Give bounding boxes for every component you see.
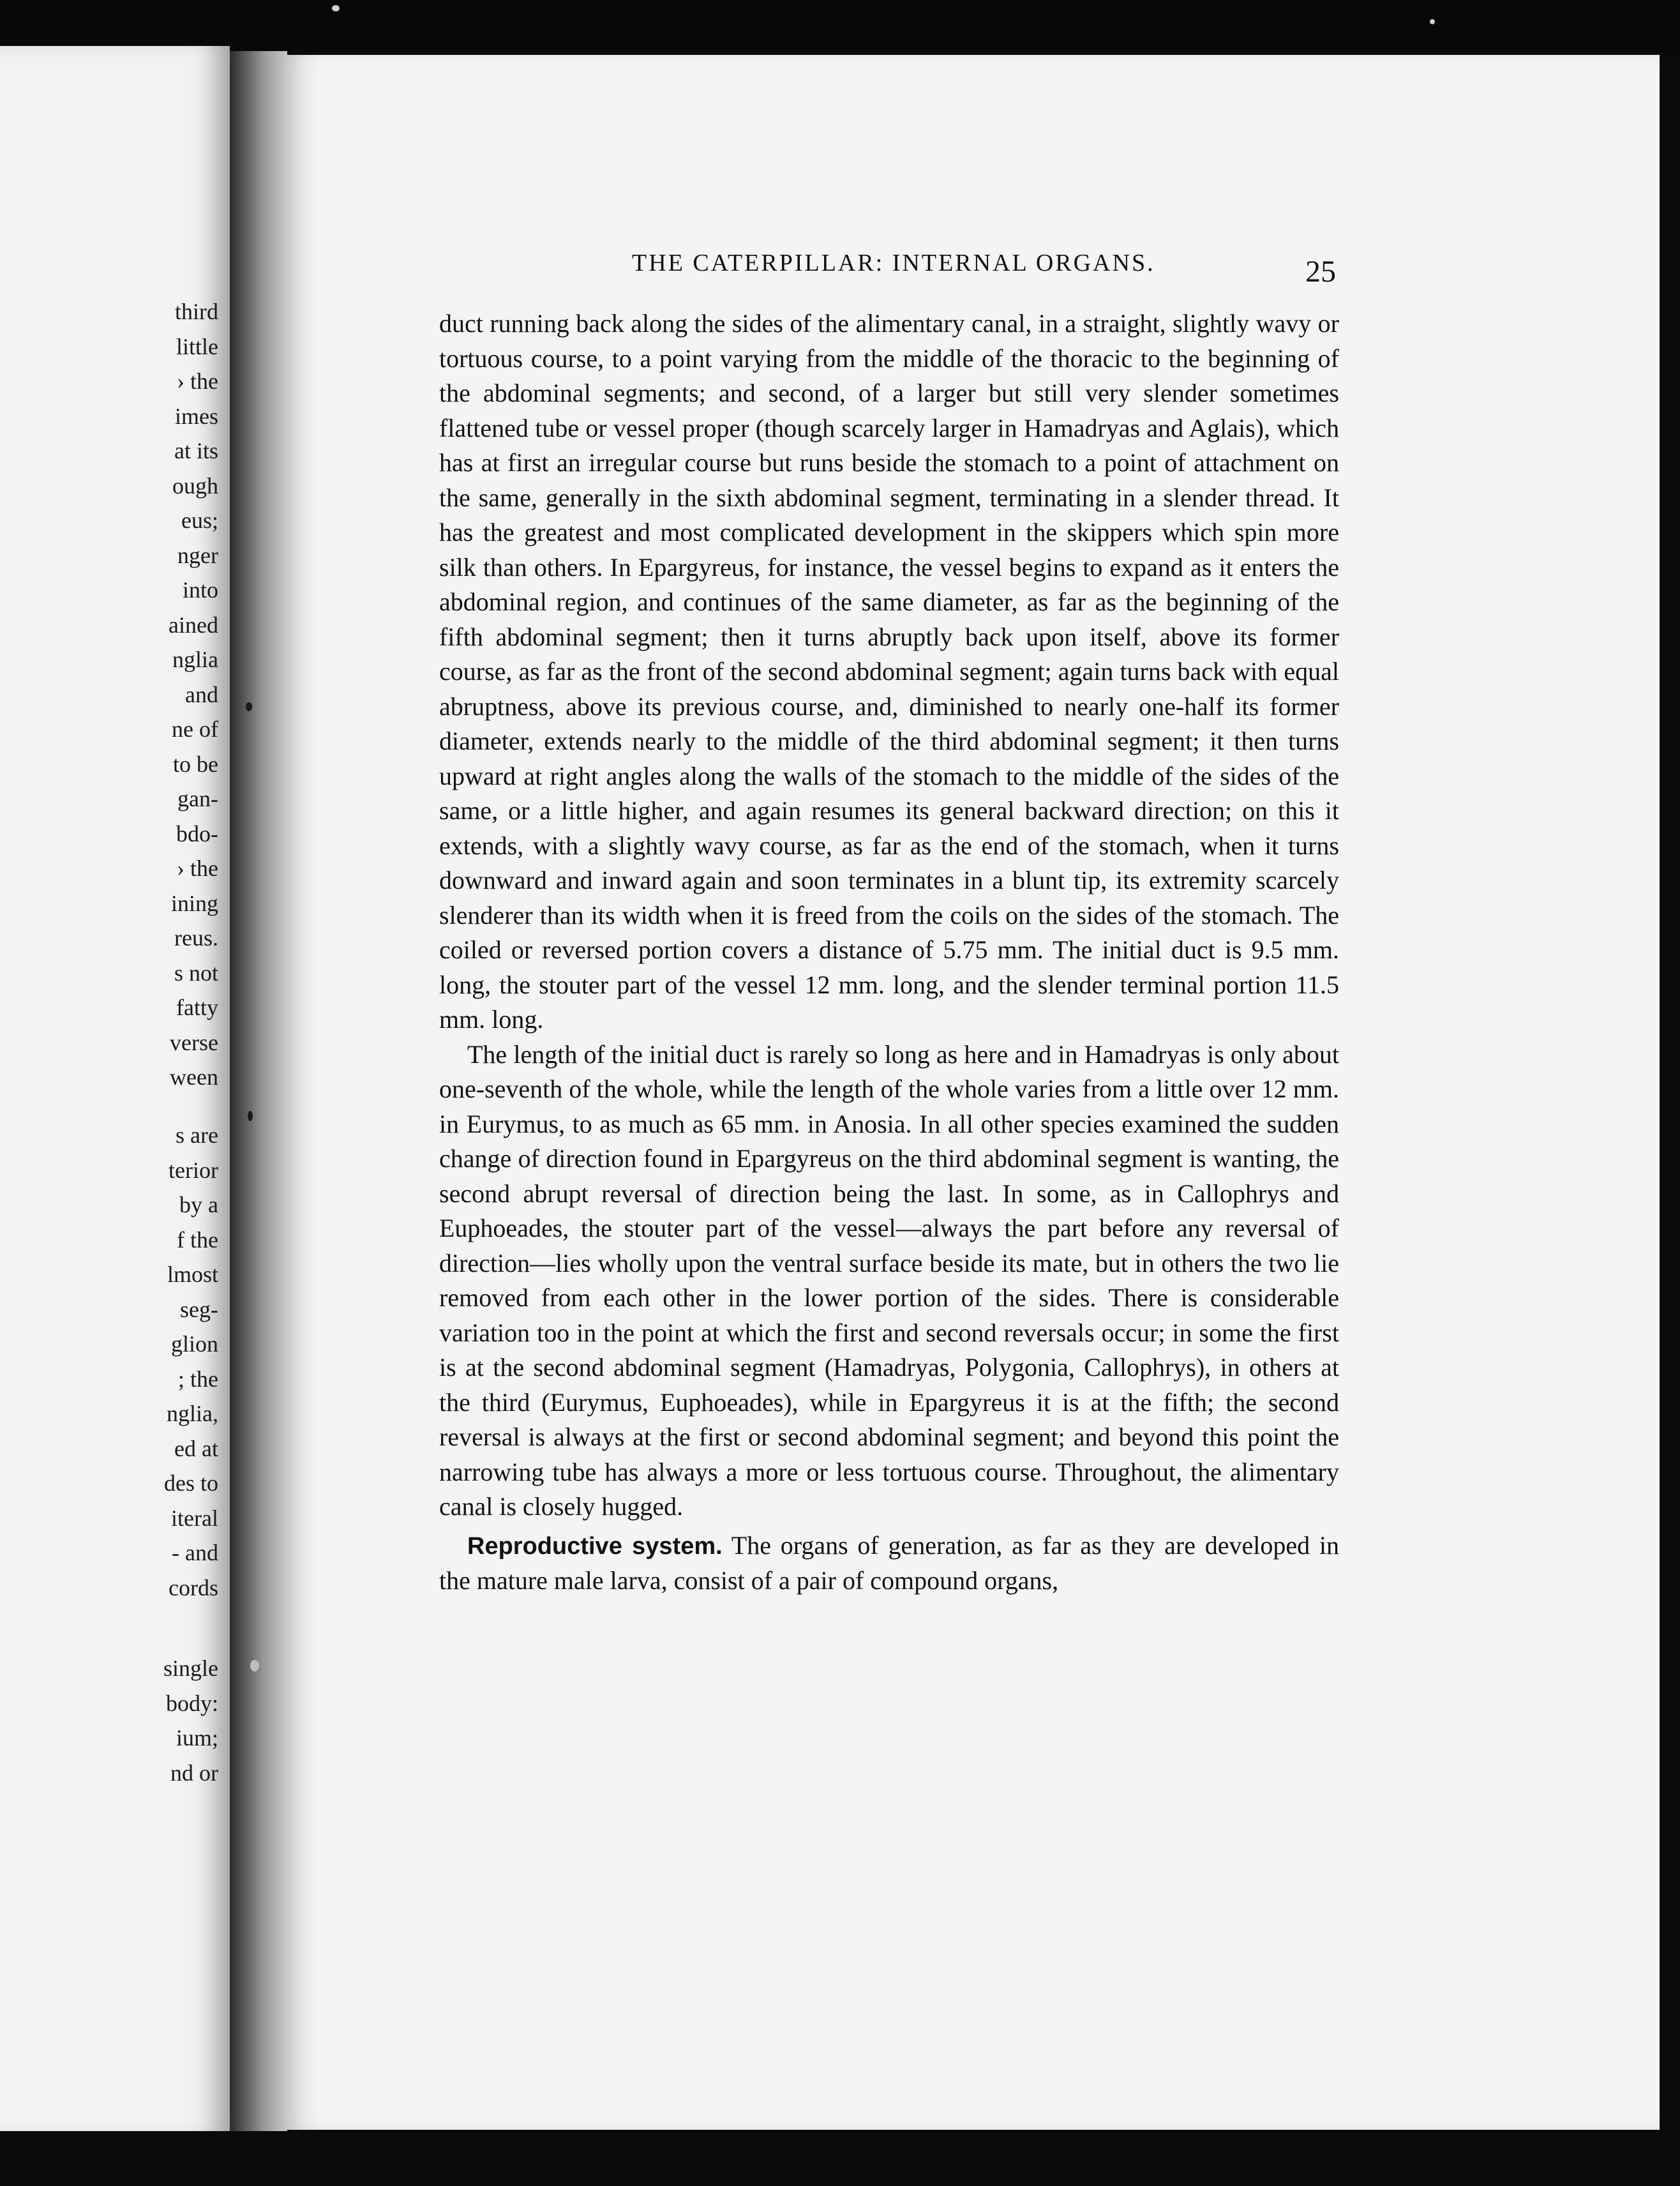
left-page-fragment: › the — [177, 856, 218, 881]
scan-speck — [1430, 19, 1435, 24]
paragraph-2: The length of the initial duct is rarely so long as here and in Hamadryas is only about one-seventh of the whole, while the length of the whole varies from a little over 12 mm. in Eurymus, to as much as 65 mm. in Anosia. In all other species examined the sudden change of direction found in Epargyreus on the third abdominal segment is wanting, the second abrupt reversal of direction being the last. In some, as in Callophrys and Euphoeades, the stouter part of the vessel—always the part before any reversal of direction—lies wholly upon the ventral surface beside its mate, but in others the two lie removed from each other in the lower portion of the sides. There is considerable variation too in the point at which the first and second reversals occur; in some the first is at the second abdominal segment (Hamadryas, Polygonia, Callophrys), in others at the third (Eurymus, Euphoeades), while in Epargyreus it is at the fifth; the second reversal is always at the first or second abdominal segment; and beyond this point the narrowing tube has always a more or less tortuous course. Throughout, the alimentary canal is closely hugged. — [439, 1039, 1339, 1521]
left-page-fragment: lmost — [167, 1262, 218, 1287]
scan-bottom-border — [0, 2131, 1680, 2186]
left-page-fragment: s are — [176, 1122, 218, 1148]
book-gutter — [230, 51, 287, 2132]
paragraph-1: duct running back along the sides of the alimentary canal, in a straight, slightly wavy or tortuous course, to a point varying from the middle of the thoracic to the beginning of the abdominal segments; and second, of a larger but still very slender sometimes flattened tube or vessel proper (though scarcely larger in Hamadryas and Aglais), which has at first an irregular course but runs beside the stomach to a point of attachment on the same, generally in the sixth abdominal segment, terminating in a slender thread. It has the greatest and most complicated development in the skippers which spin more silk than others. In Epargyreus, for instance, the vessel begins to expand as it enters the abdominal region, and continues of the same diameter, as far as the beginning of the fifth abdominal segment; then it turns abruptly back upon itself, above its former course, as far as the front of the second abdominal segment; again turns back with equal abruptness, above its previous course, and, diminished to nearly one-half its former diameter, extends nearly to the middle of the third abdominal segment; it then turns upward at right angles along the walls of the stomach to the middle of the sides of the same, or a little higher, and again resumes its general backward direction; on this it extends, with a slightly wavy course, as far as the end of the stomach, when it turns downward and inward again and soon terminates in a blunt tip, its extremity scarcely slenderer than its width when it is freed from the coils on the sides of the stomach. The coiled or reversed portion covers a distance of 5.75 mm. The initial duct is 9.5 mm. long, the stouter part of the vessel 12 mm. long, and the slender terminal portion 11.5 mm. long. — [439, 309, 1339, 1034]
left-page-fragment: des to — [164, 1470, 218, 1496]
left-page-fragment: ough — [172, 472, 218, 499]
left-page-fragment: - and — [172, 1540, 218, 1565]
left-page-fragment: ne of — [172, 716, 218, 742]
left-page-fragment: ium; — [176, 1725, 218, 1751]
left-page-fragment: imes — [175, 403, 218, 429]
left-page-fragment: ; the — [178, 1366, 218, 1392]
left-page-fragment: › the — [177, 368, 218, 394]
left-page-fragment: bdo- — [176, 820, 218, 847]
left-page-fragment: nglia — [172, 647, 218, 672]
left-page-fragment: eus; — [181, 508, 218, 533]
scan-speck — [248, 1111, 253, 1121]
left-page-fragment: s not — [174, 960, 218, 986]
left-page-fragment: nger — [177, 542, 218, 568]
left-page-fragment: ed at — [174, 1435, 218, 1461]
left-page-fragment: into — [182, 577, 218, 603]
page-number: 25 — [1305, 255, 1336, 289]
left-page-fragment: at its — [174, 438, 218, 464]
left-page — [0, 46, 230, 2134]
left-page-fragment: ining — [170, 890, 218, 916]
left-page-fragment: by a — [179, 1192, 218, 1217]
scan-top-border — [0, 0, 1680, 52]
left-page-fragment: ween — [170, 1064, 218, 1090]
left-page-fragment: ained — [169, 612, 218, 638]
left-page-fragment: cords — [169, 1574, 218, 1601]
left-page-fragment: nd or — [170, 1760, 218, 1786]
left-page-fragment: little — [176, 333, 218, 359]
section-heading: Reproductive system. — [467, 1532, 723, 1560]
left-page-fragment: verse — [170, 1029, 218, 1055]
running-head: THE CATERPILLAR: INTERNAL ORGANS. — [632, 250, 1155, 276]
left-page-fragment: iteral — [171, 1505, 218, 1531]
left-page-fragment: f the — [177, 1226, 218, 1253]
left-page-fragment: and — [185, 681, 218, 707]
left-page-fragment: to be — [173, 751, 218, 777]
left-page-fragment: single — [163, 1655, 218, 1681]
section-reproductive-system — [439, 1528, 1339, 1599]
section-text: The organs of generation, as far as they are developed in the mature male larva, consist of a pair of compound organs, — [439, 1530, 1340, 1595]
left-page-fragment: nglia, — [167, 1401, 218, 1426]
scan-speck — [250, 1660, 259, 1671]
scan-speck — [332, 5, 340, 11]
left-page-fragment: terior — [169, 1157, 218, 1183]
left-page-fragment: gan- — [177, 786, 218, 811]
left-page-fragment: third — [175, 299, 218, 324]
scan-speck — [246, 702, 252, 711]
left-page-fragment: body: — [165, 1690, 218, 1716]
left-page-fragment: glion — [170, 1331, 218, 1357]
left-page-fragment: fatty — [176, 995, 218, 1020]
left-page-fragment: reus. — [174, 925, 218, 951]
body-text — [439, 306, 1339, 1599]
left-page-fragment: seg- — [180, 1296, 218, 1322]
